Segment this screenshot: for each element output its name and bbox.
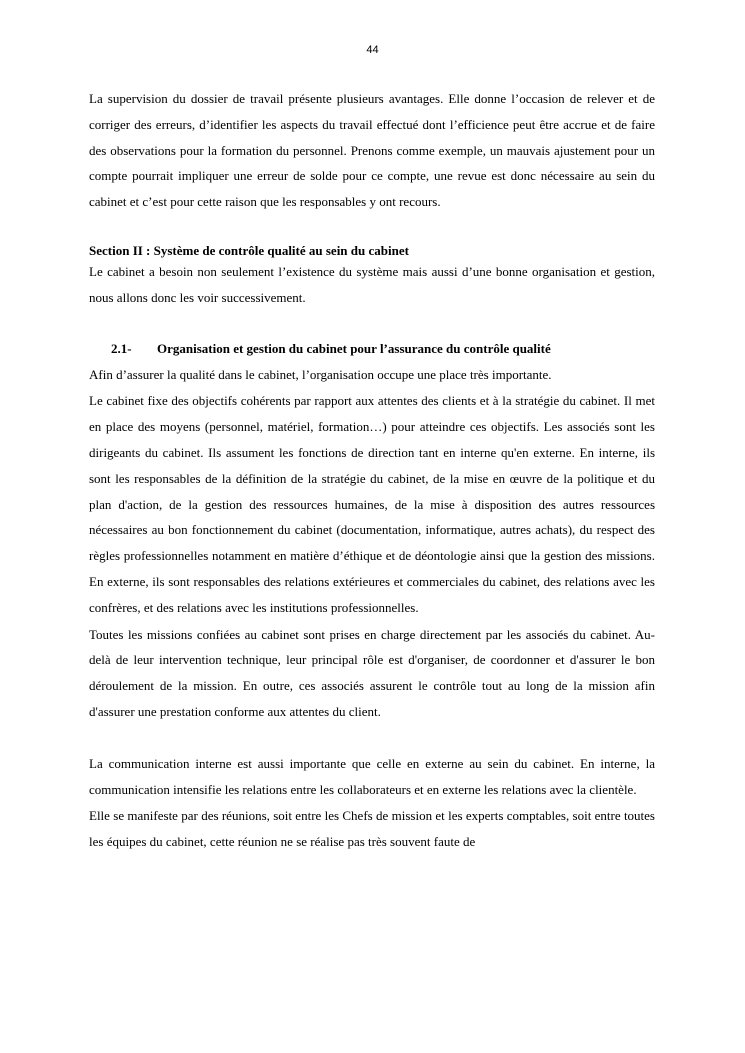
subsection-title: Organisation et gestion du cabinet pour l’assurance du contrôle qualité (157, 340, 551, 356)
paragraph-organisation: Afin d’assurer la qualité dans le cabinet, l’organisation occupe une place très importante. (89, 366, 552, 382)
paragraph-objectives: Le cabinet fixe des objectifs cohérents par rapport aux attentes des clients et à la stratégie du cabinet. Il met en place des moyens (personnel, matériel, formation…) pour atteindre ces objectifs. Les associés sont les dirigeants du cabinet. Ils assument les fonctions de direction tant en interne qu'en externe. En interne, ils sont les responsables de la définition de la stratégie du cabinet, de la mise en œuvre de la politique et du plan d'action, de la gestion des ressources humaines, de la mise à disposition des autres ressources nécessaires au bon fonctionnement du cabinet (documentation, informatique, autres achats), du respect des règles professionnelles notamment en matière d’éthique et de déontologie ainsi que la gestion des missions. En externe, ils sont responsables des relations extérieures et commerciales du cabinet, des relations avec les confrères, et des relations avec les institutions professionnelles. (89, 393, 655, 615)
paragraph-communication: La communication interne est aussi importante que celle en externe au sein du cabinet. En interne, la communication intensifie les relations entre les collaborateurs et en externe les relations avec la clientèle. (89, 755, 655, 797)
section-title: Section II : Système de contrôle qualité au sein du cabinet (89, 242, 409, 258)
document-body (89, 86, 655, 855)
paragraph-supervision: La supervision du dossier de travail présente plusieurs avantages. Elle donne l’occasion de relever et de corriger des erreurs, d’identifier les aspects du travail effectué dont l’efficience peut être accrue et de faire des observations pour la formation du personnel. Prenons comme exemple, un mauvais ajustement pour un compte pourrait impliquer une erreur de solde pour ce compte, une revue est donc nécessaire au sein du cabinet et c’est pour cette raison que les responsables y ont recours. (89, 91, 655, 210)
subsection-number: 2.1- (111, 340, 132, 356)
paragraph-missions: Toutes les missions confiées au cabinet sont prises en charge directement par les associés du cabinet. Au-delà de leur intervention technique, leur principal rôle est d'organiser, de coordonner et d'assurer le bon déroulement de la mission. En outre, ces associés assurent le contrôle tout au long de la mission afin d'assurer une prestation conforme aux attentes du client. (89, 626, 655, 719)
paragraph-cabinet-intro: Le cabinet a besoin non seulement l’existence du système mais aussi d’une bonne organisation et gestion, nous allons donc les voir successivement. (89, 263, 655, 305)
subsection-heading (111, 339, 655, 359)
paragraph-meetings: Elle se manifeste par des réunions, soit entre les Chefs de mission et les experts comptables, soit entre toutes les équipes du cabinet, cette réunion ne se réalise pas très souvent faute de (89, 808, 655, 850)
page-number: 44 (366, 44, 379, 56)
